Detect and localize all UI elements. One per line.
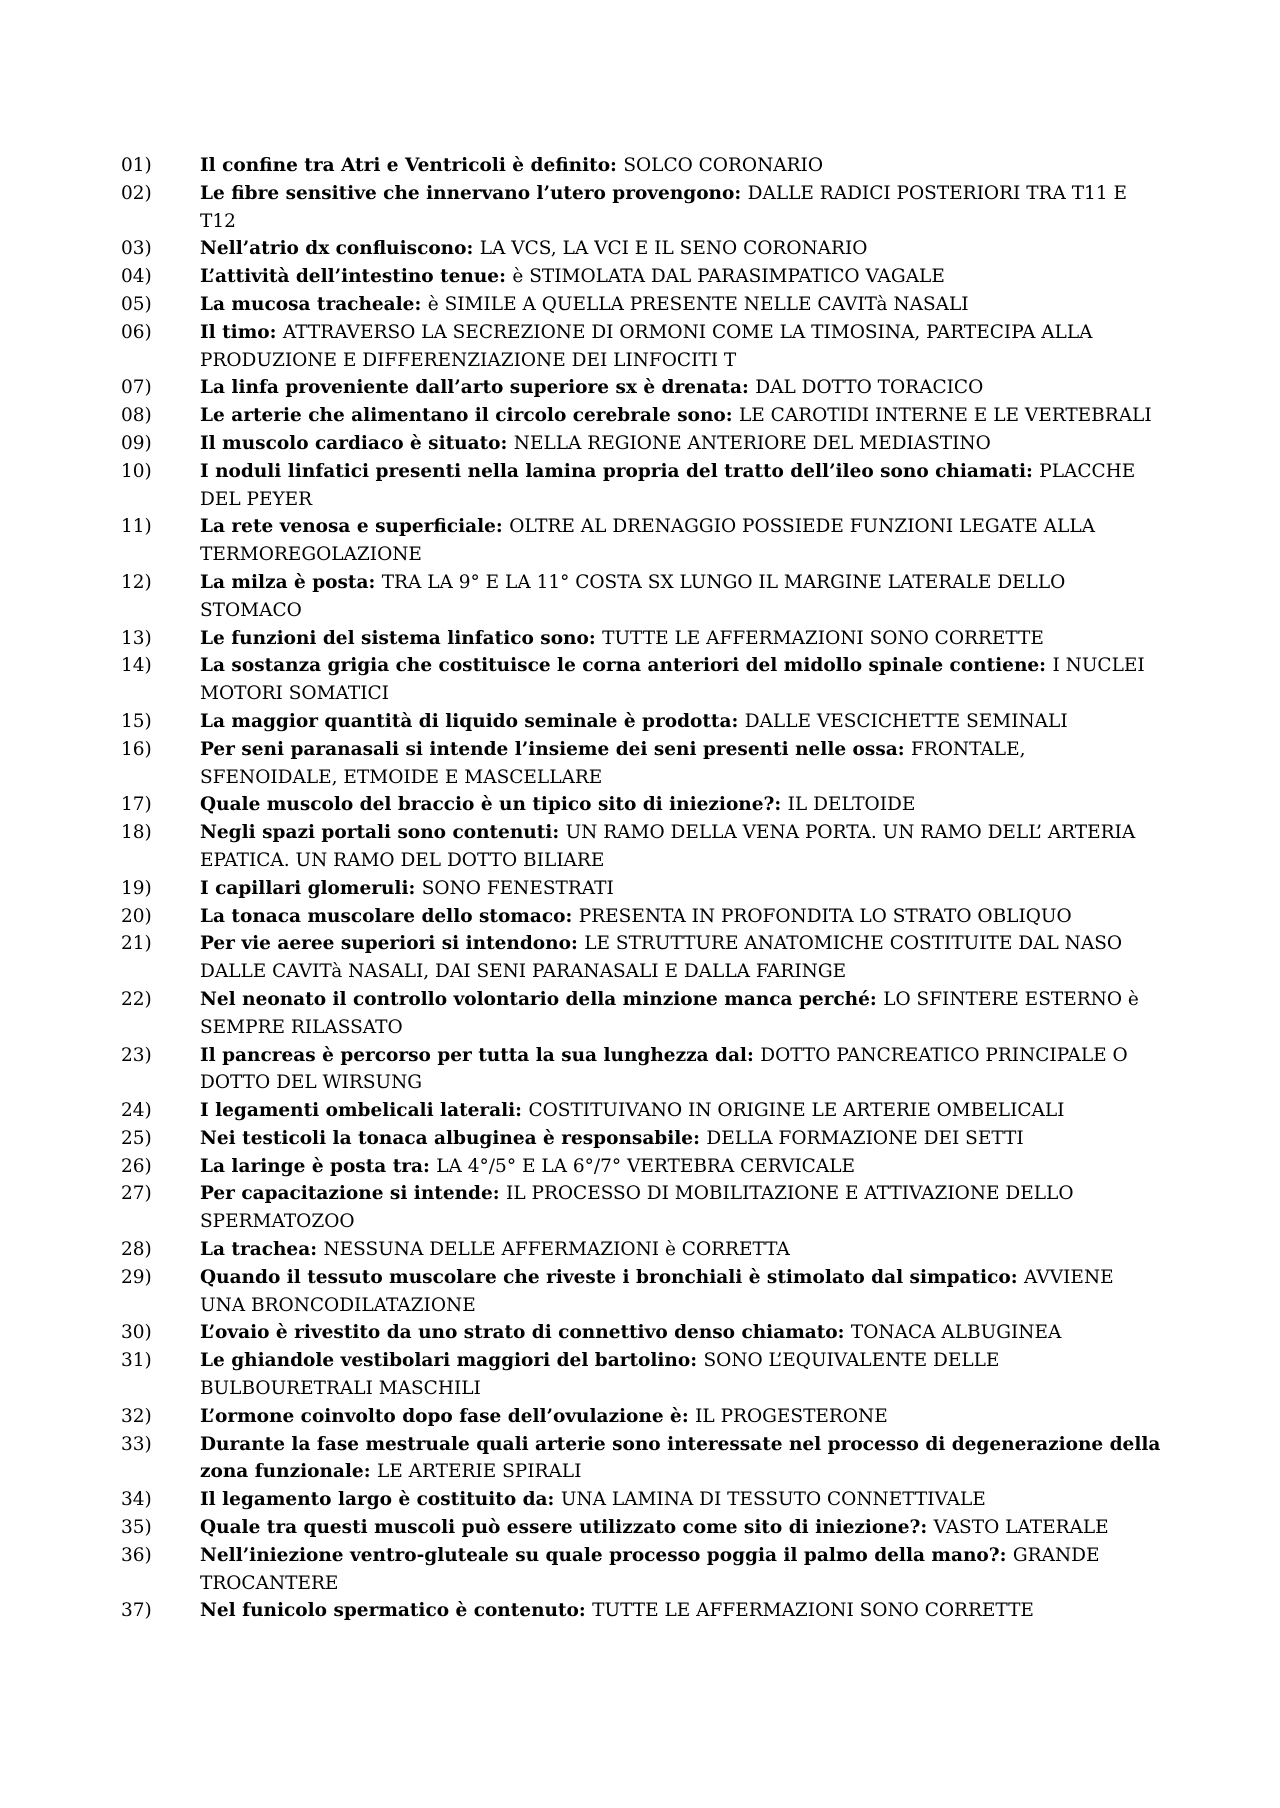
separator: :	[578, 1600, 593, 1622]
list-item	[121, 1431, 1161, 1487]
list-item	[121, 1514, 1161, 1542]
list-item	[121, 402, 1161, 430]
separator: :	[588, 627, 603, 649]
item-number: 08)	[121, 405, 152, 427]
separator: :	[734, 182, 748, 204]
separator: :	[414, 293, 428, 315]
separator: :	[774, 794, 788, 816]
question-text: Per vie aeree superiori si intendono	[200, 933, 571, 955]
answer-text: IL DELTOIDE	[787, 794, 916, 816]
question-text: L’attività dell’intestino tenue	[200, 266, 500, 288]
answer-text: VASTO LATERALE	[933, 1517, 1109, 1539]
answer-text: PRESENTA IN PROFONDITA LO STRATO OBLIQUO	[578, 905, 1072, 927]
question-text: I capillari glomeruli	[200, 877, 409, 899]
answer-text: è SIMILE A QUELLA PRESENTE NELLE CAVITà NASALI	[427, 293, 969, 315]
list-item	[121, 1542, 1161, 1598]
item-text	[200, 1431, 1161, 1487]
list-item	[121, 1097, 1161, 1125]
list-item	[121, 791, 1161, 819]
answer-text: SONO L’EQUIVALENTE DELLE BULBOURETRALI MASCHILI	[200, 1350, 1000, 1400]
list-item	[121, 458, 1161, 514]
item-text	[200, 652, 1161, 708]
list-item	[121, 708, 1161, 736]
question-text: Il confine tra Atri e Ventricoli è definito	[200, 155, 611, 176]
separator: :	[363, 1461, 377, 1483]
item-number: 16)	[121, 738, 152, 760]
list-item	[121, 152, 1161, 180]
item-number: 30)	[121, 1322, 152, 1344]
answer-text: LA VCS, LA VCI E IL SENO CORONARIO	[479, 238, 868, 260]
list-item	[121, 930, 1161, 986]
separator: :	[869, 988, 884, 1010]
item-number: 29)	[121, 1266, 152, 1288]
answer-text: GRANDE TROCANTERE	[200, 1544, 1100, 1594]
list-item	[121, 513, 1161, 569]
question-text: La sostanza grigia che costituisce le corna anteriori del midollo spinale contiene	[200, 655, 1040, 677]
item-number: 37)	[121, 1600, 152, 1622]
question-text: Le arterie che alimentano il circolo cerebrale sono	[200, 405, 726, 427]
list-item	[121, 430, 1161, 458]
list-item	[121, 569, 1161, 625]
item-text	[200, 458, 1161, 514]
list-item	[121, 291, 1161, 319]
answer-text: SOLCO CORONARIO	[623, 155, 824, 176]
item-number: 07)	[121, 377, 152, 399]
question-text: Le funzioni del sistema linfatico sono	[200, 627, 589, 649]
question-text: Il muscolo cardiaco è situato	[200, 432, 501, 454]
question-text: Il timo	[200, 321, 270, 343]
answer-text: NELLA REGIONE ANTERIORE DEL MEDIASTINO	[513, 432, 991, 454]
item-text	[200, 708, 1161, 736]
separator: :	[1039, 655, 1053, 677]
item-number: 15)	[121, 710, 152, 732]
item-number: 09)	[121, 432, 152, 454]
answer-text: COSTITUIVANO IN ORIGINE LE ARTERIE OMBELICALI	[528, 1100, 1065, 1122]
list-item	[121, 986, 1161, 1042]
list-item	[121, 736, 1161, 792]
item-text	[200, 1347, 1161, 1403]
item-number: 28)	[121, 1239, 152, 1261]
separator: :	[515, 1100, 529, 1122]
item-number: 17)	[121, 794, 152, 816]
item-number: 20)	[121, 905, 152, 927]
separator: :	[408, 877, 422, 899]
item-number: 31)	[121, 1350, 152, 1372]
list-item	[121, 1486, 1161, 1514]
item-text	[200, 1042, 1161, 1098]
question-text: I noduli linfatici presenti nella lamina propria del tratto dell’ileo sono chiamati	[200, 460, 1026, 482]
item-text	[200, 430, 1161, 458]
question-text: La trachea	[200, 1239, 311, 1261]
item-text	[200, 1153, 1161, 1181]
item-text	[200, 791, 1161, 819]
item-number: 05)	[121, 293, 152, 315]
item-number: 25)	[121, 1127, 152, 1149]
list-item	[121, 1264, 1161, 1320]
item-text	[200, 569, 1161, 625]
item-text	[200, 1542, 1161, 1598]
item-text	[200, 291, 1161, 319]
question-text: Nell’iniezione ventro-gluteale su quale processo poggia il palmo della mano?	[200, 1544, 1000, 1566]
answer-text: TUTTE LE AFFERMAZIONI SONO CORRETTE	[602, 627, 1044, 649]
question-text: La milza è posta	[200, 571, 369, 593]
answer-text: DALLE RADICI POSTERIORI TRA T11 E T12	[200, 182, 1127, 232]
question-text: Per capacitazione si intende	[200, 1183, 493, 1205]
question-text: Le fibre sensitive che innervano l’utero provengono	[200, 182, 735, 204]
separator: :	[999, 1544, 1013, 1566]
item-text	[200, 1319, 1161, 1347]
answer-text: LA 4°/5° E LA 6°/7° VERTEBRA CERVICALE	[436, 1155, 855, 1177]
item-number: 04)	[121, 266, 152, 288]
answer-text: LO SFINTERE ESTERNO è SEMPRE RILASSATO	[200, 988, 1139, 1038]
item-text	[200, 152, 1161, 180]
answer-text: DALLE VESCICHETTE SEMINALI	[744, 710, 1068, 732]
answer-text: LE STRUTTURE ANATOMICHE COSTITUITE DAL NASO DALLE CAVITà NASALI, DAI SENI PARANASALI E DALLA FARINGE	[200, 933, 1123, 983]
list-item	[121, 235, 1161, 263]
separator: :	[422, 1155, 437, 1177]
separator: :	[310, 1239, 324, 1261]
question-text: Nei testicoli la tonaca albuginea è responsabile	[200, 1127, 694, 1149]
separator: :	[466, 238, 480, 260]
item-number: 03)	[121, 238, 152, 260]
separator: :	[499, 266, 513, 288]
list-item	[121, 1042, 1161, 1098]
item-number: 13)	[121, 627, 152, 649]
separator: :	[495, 516, 510, 538]
separator: :	[1025, 460, 1040, 482]
separator: :	[731, 710, 745, 732]
question-text: I legamenti ombelicali laterali	[200, 1100, 516, 1122]
separator: :	[746, 1044, 761, 1066]
item-text	[200, 513, 1161, 569]
answer-text: FRONTALE, SFENOIDALE, ETMOIDE E MASCELLARE	[200, 738, 1026, 788]
item-number: 18)	[121, 822, 152, 844]
answer-text: TONACA ALBUGINEA	[850, 1322, 1062, 1344]
question-text: Il pancreas è percorso per tutta la sua lunghezza dal	[200, 1044, 747, 1066]
question-answer-list	[121, 152, 1161, 1625]
separator: :	[269, 321, 283, 343]
item-text	[200, 1514, 1161, 1542]
item-number: 24)	[121, 1100, 152, 1122]
answer-text: UNA LAMINA DI TESSUTO CONNETTIVALE	[560, 1489, 986, 1511]
answer-text: DAL DOTTO TORACICO	[755, 377, 984, 399]
separator: :	[690, 1350, 704, 1372]
question-text: La maggior quantità di liquido seminale è prodotta	[200, 710, 732, 732]
list-item	[121, 1403, 1161, 1431]
question-text: L’ormone coinvolto dopo fase dell’ovulazione è	[200, 1405, 682, 1427]
list-item	[121, 1597, 1161, 1625]
question-text: Nel neonato il controllo volontario della minzione manca perché	[200, 988, 870, 1010]
list-item	[121, 875, 1161, 903]
answer-text: IL PROGESTERONE	[695, 1405, 888, 1427]
item-text	[200, 819, 1161, 875]
item-text	[200, 625, 1161, 653]
separator: :	[610, 155, 624, 176]
list-item	[121, 1236, 1161, 1264]
separator: :	[693, 1127, 707, 1149]
answer-text: I NUCLEI MOTORI SOMATICI	[200, 655, 1145, 705]
item-number: 26)	[121, 1155, 152, 1177]
item-number: 21)	[121, 933, 152, 955]
answer-text: LE ARTERIE SPIRALI	[376, 1461, 582, 1483]
item-text	[200, 1097, 1161, 1125]
separator: :	[897, 738, 911, 760]
separator: :	[547, 1489, 561, 1511]
separator: :	[837, 1322, 851, 1344]
item-text	[200, 402, 1161, 430]
separator: :	[570, 933, 585, 955]
item-number: 27)	[121, 1183, 152, 1205]
question-text: La laringe è posta tra	[200, 1155, 423, 1177]
item-text	[200, 1180, 1161, 1236]
list-item	[121, 180, 1161, 236]
question-text: La mucosa tracheale	[200, 293, 415, 315]
item-text	[200, 1125, 1161, 1153]
item-text	[200, 1403, 1161, 1431]
separator: :	[500, 432, 514, 454]
list-item	[121, 652, 1161, 708]
list-item	[121, 625, 1161, 653]
item-text	[200, 1236, 1161, 1264]
question-text: Il legamento largo è costituito da	[200, 1489, 548, 1511]
question-text: Per seni paranasali si intende l’insieme dei seni presenti nelle ossa	[200, 738, 898, 760]
separator: :	[552, 822, 566, 844]
answer-text: PLACCHE DEL PEYER	[200, 460, 1136, 510]
item-number: 32)	[121, 1405, 152, 1427]
item-text	[200, 903, 1161, 931]
list-item	[121, 263, 1161, 291]
list-item	[121, 1153, 1161, 1181]
item-text	[200, 930, 1161, 986]
item-number: 02)	[121, 182, 152, 204]
item-text	[200, 1264, 1161, 1320]
question-text: Durante la fase mestruale quali arterie sono interessate nel processo di degenerazione della zona funzionale	[200, 1433, 1161, 1483]
answer-text: DOTTO PANCREATICO PRINCIPALE O DOTTO DEL WIRSUNG	[200, 1044, 1128, 1094]
item-text	[200, 1486, 1161, 1514]
item-text	[200, 374, 1161, 402]
answer-text: è STIMOLATA DAL PARASIMPATICO VAGALE	[512, 266, 945, 288]
list-item	[121, 319, 1161, 375]
question-text: La linfa proveniente dall’arto superiore sx è drenata	[200, 377, 742, 399]
answer-text: AVVIENE UNA BRONCODILATAZIONE	[200, 1266, 1114, 1316]
question-text: La rete venosa e superficiale	[200, 516, 496, 538]
question-text: Nell’atrio dx confluiscono	[200, 238, 467, 260]
list-item	[121, 1347, 1161, 1403]
answer-text: TUTTE LE AFFERMAZIONI SONO CORRETTE	[592, 1600, 1034, 1622]
separator: :	[565, 905, 579, 927]
answer-text: SONO FENESTRATI	[421, 877, 614, 899]
question-text: L’ovaio è rivestito da uno strato di connettivo denso chiamato	[200, 1322, 838, 1344]
item-number: 22)	[121, 988, 152, 1010]
item-text	[200, 319, 1161, 375]
item-number: 23)	[121, 1044, 152, 1066]
item-text	[200, 986, 1161, 1042]
question-text: Nel funicolo spermatico è contenuto	[200, 1600, 579, 1622]
item-number: 34)	[121, 1489, 152, 1511]
item-number: 10)	[121, 460, 152, 482]
item-number: 35)	[121, 1517, 152, 1539]
answer-text: TRA LA 9° E LA 11° COSTA SX LUNGO IL MARGINE LATERALE DELLO STOMACO	[200, 571, 1066, 621]
answer-text: LE CAROTIDI INTERNE E LE VERTEBRALI	[739, 405, 1152, 427]
answer-text: OLTRE AL DRENAGGIO POSSIEDE FUNZIONI LEGATE ALLA TERMOREGOLAZIONE	[200, 516, 1095, 566]
list-item	[121, 903, 1161, 931]
item-number: 33)	[121, 1433, 152, 1455]
list-item	[121, 1319, 1161, 1347]
item-number: 12)	[121, 571, 152, 593]
item-text	[200, 1597, 1161, 1625]
item-text	[200, 875, 1161, 903]
answer-text: DELLA FORMAZIONE DEI SETTI	[706, 1127, 1024, 1149]
question-text: Le ghiandole vestibolari maggiori del bartolino	[200, 1350, 691, 1372]
item-number: 36)	[121, 1544, 152, 1566]
item-number: 14)	[121, 655, 152, 677]
question-text: Quando il tessuto muscolare che riveste i bronchiali è stimolato dal simpatico	[200, 1266, 1011, 1288]
question-text: Quale tra questi muscoli può essere utilizzato come sito di iniezione?	[200, 1517, 921, 1539]
item-number: 06)	[121, 321, 152, 343]
item-text	[200, 736, 1161, 792]
separator: :	[1010, 1266, 1024, 1288]
separator: :	[920, 1517, 934, 1539]
answer-text: NESSUNA DELLE AFFERMAZIONI è CORRETTA	[323, 1239, 790, 1261]
answer-text: IL PROCESSO DI MOBILITAZIONE E ATTIVAZIONE DELLO SPERMATOZOO	[200, 1183, 1074, 1233]
answer-text: ATTRAVERSO LA SECREZIONE DI ORMONI COME LA TIMOSINA, PARTECIPA ALLA PRODUZIONE E DIFFERENZIAZIONE DEI LINFOCITI T	[200, 321, 1093, 371]
separator: :	[681, 1405, 696, 1427]
item-number: 11)	[121, 516, 152, 538]
separator: :	[741, 377, 756, 399]
item-number: 01)	[121, 155, 152, 176]
list-item	[121, 1125, 1161, 1153]
question-text: Quale muscolo del braccio è un tipico sito di iniezione?	[200, 794, 775, 816]
question-text: La tonaca muscolare dello stomaco	[200, 905, 566, 927]
list-item	[121, 819, 1161, 875]
item-text	[200, 180, 1161, 236]
list-item	[121, 374, 1161, 402]
separator: :	[725, 405, 740, 427]
list-item	[121, 1180, 1161, 1236]
item-text	[200, 235, 1161, 263]
question-text: Negli spazi portali sono contenuti	[200, 822, 553, 844]
separator: :	[492, 1183, 507, 1205]
answer-text: UN RAMO DELLA VENA PORTA. UN RAMO DELL’ ARTERIA EPATICA. UN RAMO DEL DOTTO BILIARE	[200, 822, 1136, 871]
separator: :	[368, 571, 382, 593]
item-text	[200, 263, 1161, 291]
item-number: 19)	[121, 877, 152, 899]
